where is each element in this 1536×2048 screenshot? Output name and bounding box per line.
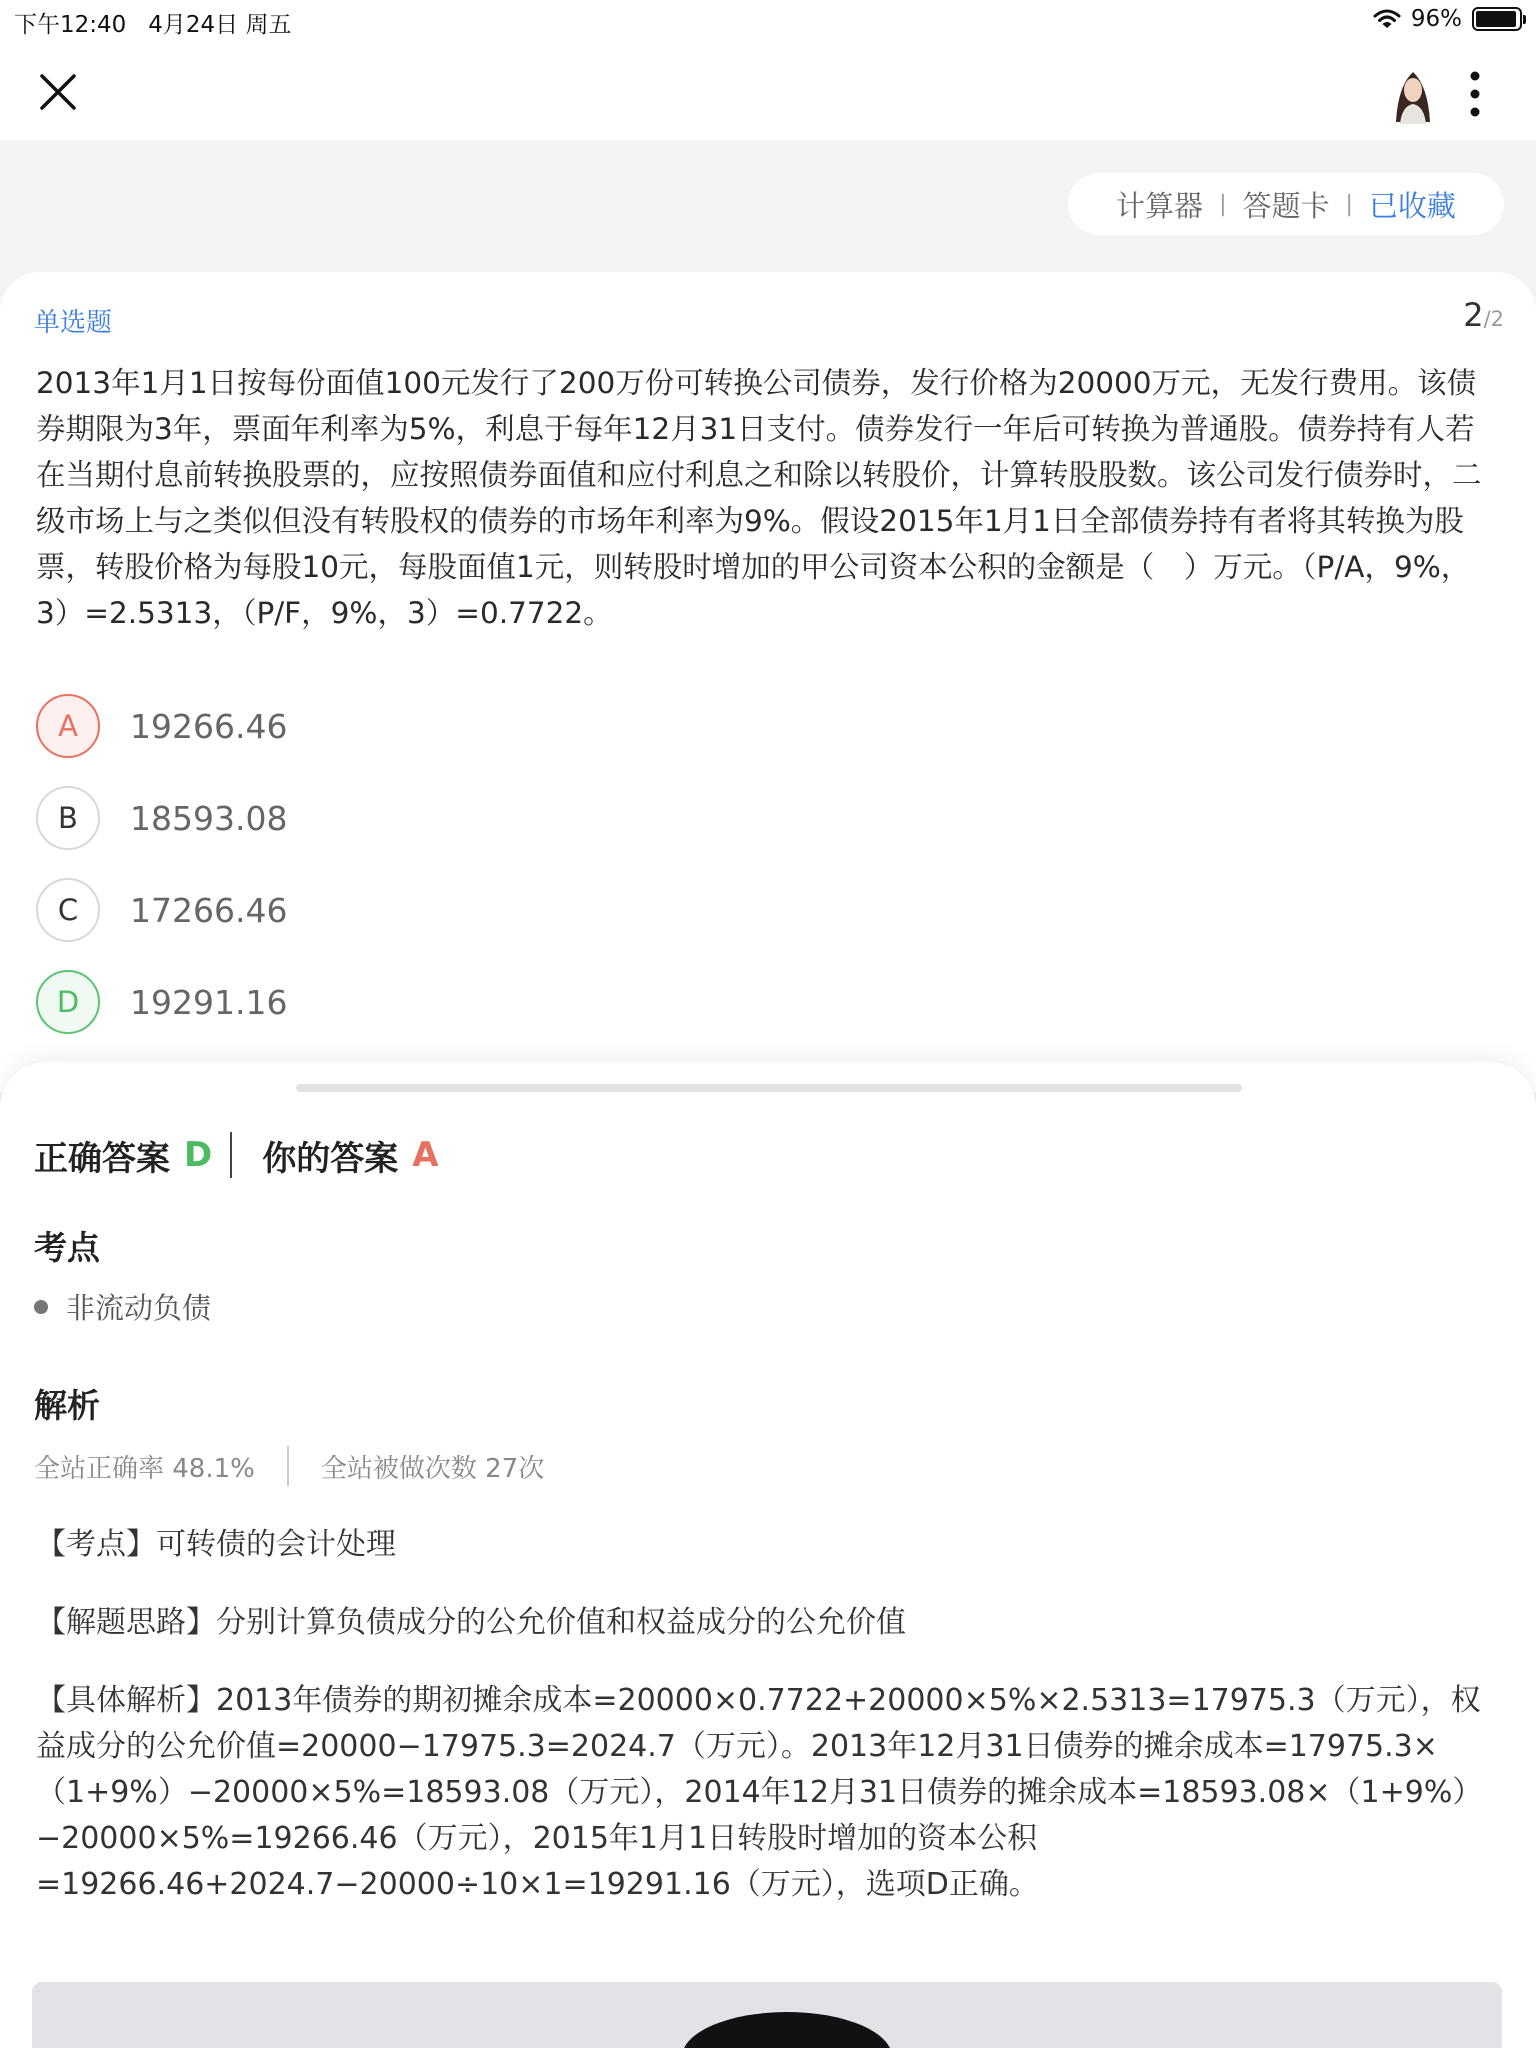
knowledge-point-title: 考点 xyxy=(34,1228,100,1267)
calculator-button[interactable]: 计算器 xyxy=(1116,188,1204,223)
correct-answer-letter: D xyxy=(184,1135,213,1175)
status-right xyxy=(1373,6,1522,32)
tools-separator: | xyxy=(1219,191,1227,217)
attempts-stat: 全站被做次数 27次 xyxy=(320,1453,545,1484)
question-card xyxy=(0,272,1536,1092)
question-current: 2 xyxy=(1463,296,1484,334)
status-bar xyxy=(0,0,1536,38)
option-letter: B xyxy=(36,786,100,850)
avatar[interactable] xyxy=(1388,62,1438,124)
status-date: 4月24日 周五 xyxy=(148,12,292,38)
battery-percent: 96% xyxy=(1410,6,1462,32)
option-letter: D xyxy=(36,970,100,1034)
your-answer-letter: A xyxy=(412,1135,439,1175)
question-text: 2013年1月1日按每份面值100元发行了200万份可转换公司债券，发行价格为20000万元，无发行费用。该债券期限为3年，票面年利率为5%，利息于每年12月31日支付。债券发行一年后可转换为普通股。债券持有人若在当期付息前转换股票的，应按照债券面值和应付利息之和除以转股价，计算转股股数。该公司发行债券时，二级市场上与之类似但没有转股权的债券的市场年利率为9%。假设2015年1月1日全部债券持有者将其转换为股票，转股价格为每股10元，每股面值1元，则转股时增加的甲公司资本公积的金额是（ ）万元。（P/A，9%，3）=2.5313，（P/F，9%，3）=0.7722。 xyxy=(36,366,1482,630)
wifi-icon xyxy=(1373,8,1401,30)
more-icon[interactable] xyxy=(1460,66,1490,122)
question-progress xyxy=(1463,296,1504,334)
close-icon[interactable] xyxy=(34,68,82,116)
correct-answer-label: 正确答案 xyxy=(34,1138,170,1179)
option-c[interactable] xyxy=(36,878,287,942)
battery-icon xyxy=(1472,7,1522,31)
option-d[interactable] xyxy=(36,970,287,1034)
knowledge-point-label: 非流动负债 xyxy=(66,1291,212,1325)
option-value: 19291.16 xyxy=(130,982,288,1022)
avatar-image xyxy=(1388,62,1438,124)
option-b[interactable] xyxy=(36,786,287,850)
answer-divider xyxy=(230,1132,232,1178)
your-answer-label: 你的答案 xyxy=(262,1138,399,1179)
option-letter: A xyxy=(36,694,100,758)
stats-divider xyxy=(287,1446,289,1486)
option-a[interactable] xyxy=(36,694,287,758)
bullet-icon xyxy=(34,1300,48,1314)
option-value: 18593.08 xyxy=(130,798,288,838)
battery-fill xyxy=(1476,11,1516,27)
accuracy-stat: 全站正确率 48.1% xyxy=(34,1453,255,1484)
question-total: /2 xyxy=(1483,307,1504,331)
option-value: 19266.46 xyxy=(130,706,288,746)
option-value: 17266.46 xyxy=(130,890,288,930)
video-thumbnail[interactable] xyxy=(32,1982,1502,2048)
thumbnail-graphic xyxy=(682,2012,892,2048)
knowledge-point-item[interactable] xyxy=(34,1286,211,1327)
analysis-title: 解析 xyxy=(34,1386,100,1425)
option-letter: C xyxy=(36,878,100,942)
analysis-approach: 【解题思路】分别计算负债成分的公允价值和权益成分的公允价值 xyxy=(36,1605,906,1640)
top-bar xyxy=(0,38,1536,140)
sheet-drag-handle[interactable] xyxy=(296,1084,1242,1092)
question-type: 单选题 xyxy=(34,308,113,338)
analysis-point: 【考点】可转债的会计处理 xyxy=(36,1527,396,1562)
favorite-button[interactable]: 已收藏 xyxy=(1368,188,1456,223)
status-clock: 下午12:40 xyxy=(14,12,127,38)
analysis-detail: 【具体解析】2013年债券的期初摊余成本=20000×0.7722+20000×5%×2.5313=17975.3（万元），权益成分的公允价值=20000−17975.3=2024.7（万元）。2013年12月31日债券的摊余成本=17975.3×（1+9%）−20000×5%=18593.08（万元），2014年12月31日债券的摊余成本=18593.08×（1+9%）−20000×5%=19266.46（万元），2015年1月1日转股时增加的资本公积=19266.46+2024.7−20000÷10×1=19291.16（万元），选项D正确。 xyxy=(36,1683,1483,1902)
stats-row xyxy=(34,1446,544,1486)
tools-bar xyxy=(1068,173,1504,235)
answer-summary xyxy=(34,1130,439,1180)
status-time xyxy=(14,6,291,39)
tools-separator: | xyxy=(1345,191,1353,217)
answer-card-button[interactable]: 答题卡 xyxy=(1242,188,1330,223)
